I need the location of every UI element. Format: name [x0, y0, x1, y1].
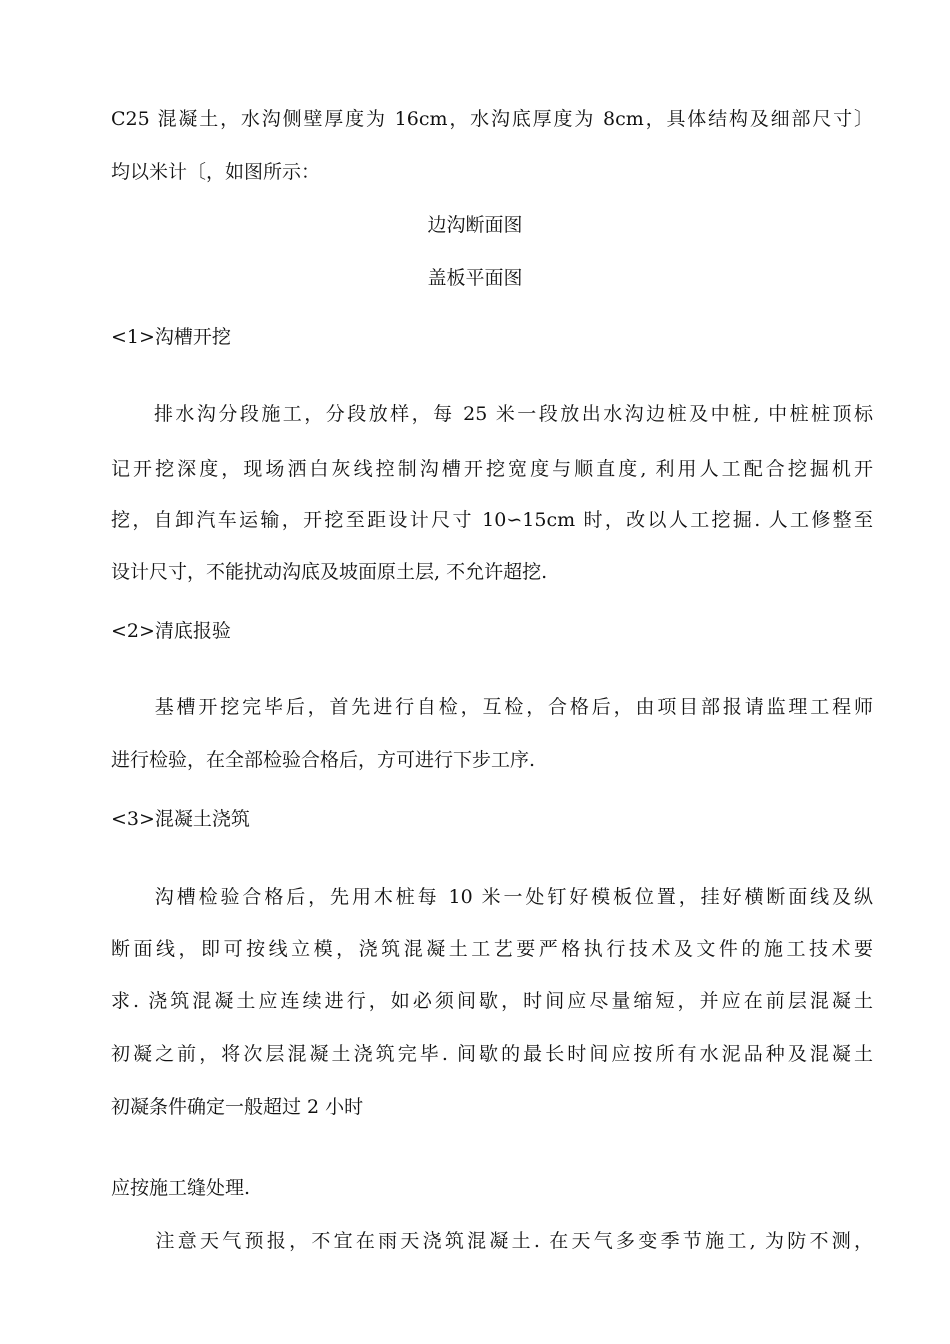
paragraph-line: 基槽开挖完毕后，首先进行自检，互检，合格后，由项目部报请监理工程师: [111, 696, 873, 718]
paragraph-line: 初凝条件确定一般超过 2 小时: [111, 1096, 364, 1118]
section-heading-concrete-pouring: <3>混凝土浇筑: [111, 808, 250, 830]
paragraph-line: 挖，自卸汽车运输，开挖至距设计尺寸 10∽15cm 时，改以人工挖掘. 人工修整至: [111, 509, 873, 531]
paragraph-line: 求. 浇筑混凝土应连续进行，如必须间歇，时间应尽量缩短，并应在前层混凝土: [111, 990, 873, 1012]
paragraph-line: 记开挖深度，现场洒白灰线控制沟槽开挖宽度与顺直度, 利用人工配合挖掘机开: [111, 458, 873, 480]
figure-caption-cover-plan: 盖板平面图: [427, 267, 523, 289]
section-heading-trench-excavation: <1>沟槽开挖: [111, 326, 231, 348]
section-heading-inspection: <2>清底报验: [111, 620, 231, 642]
paragraph-line: 应按施工缝处理.: [111, 1177, 251, 1199]
figure-caption-cross-section: 边沟断面图: [427, 214, 523, 236]
paragraph-line: 注意天气预报，不宜在雨天浇筑混凝土. 在天气多变季节施工, 为防不测，: [111, 1230, 873, 1252]
paragraph-line: 进行检验，在全部检验合格后，方可进行下步工序.: [111, 749, 536, 771]
paragraph-line: 设计尺寸，不能扰动沟底及坡面原土层, 不允许超挖.: [111, 561, 548, 583]
paragraph-line: 初凝之前，将次层混凝土浇筑完毕. 间歇的最长时间应按所有水泥品种及混凝土: [111, 1043, 873, 1065]
intro-line-2: 均以米计〔，如图所示：: [111, 161, 321, 183]
paragraph-line: 排水沟分段施工，分段放样，每 25 米一段放出水沟边桩及中桩, 中桩桩顶标: [111, 403, 873, 425]
paragraph-line: 沟槽检验合格后，先用木桩每 10 米一处钉好模板位置，挂好横断面线及纵: [111, 886, 873, 908]
intro-line-1: C25 混凝土，水沟侧壁厚度为 16cm，水沟底厚度为 8cm，具体结构及细部尺寸〕: [111, 108, 873, 130]
paragraph-line: 断面线，即可按线立模，浇筑混凝土工艺要严格执行技术及文件的施工技术要: [111, 938, 873, 960]
